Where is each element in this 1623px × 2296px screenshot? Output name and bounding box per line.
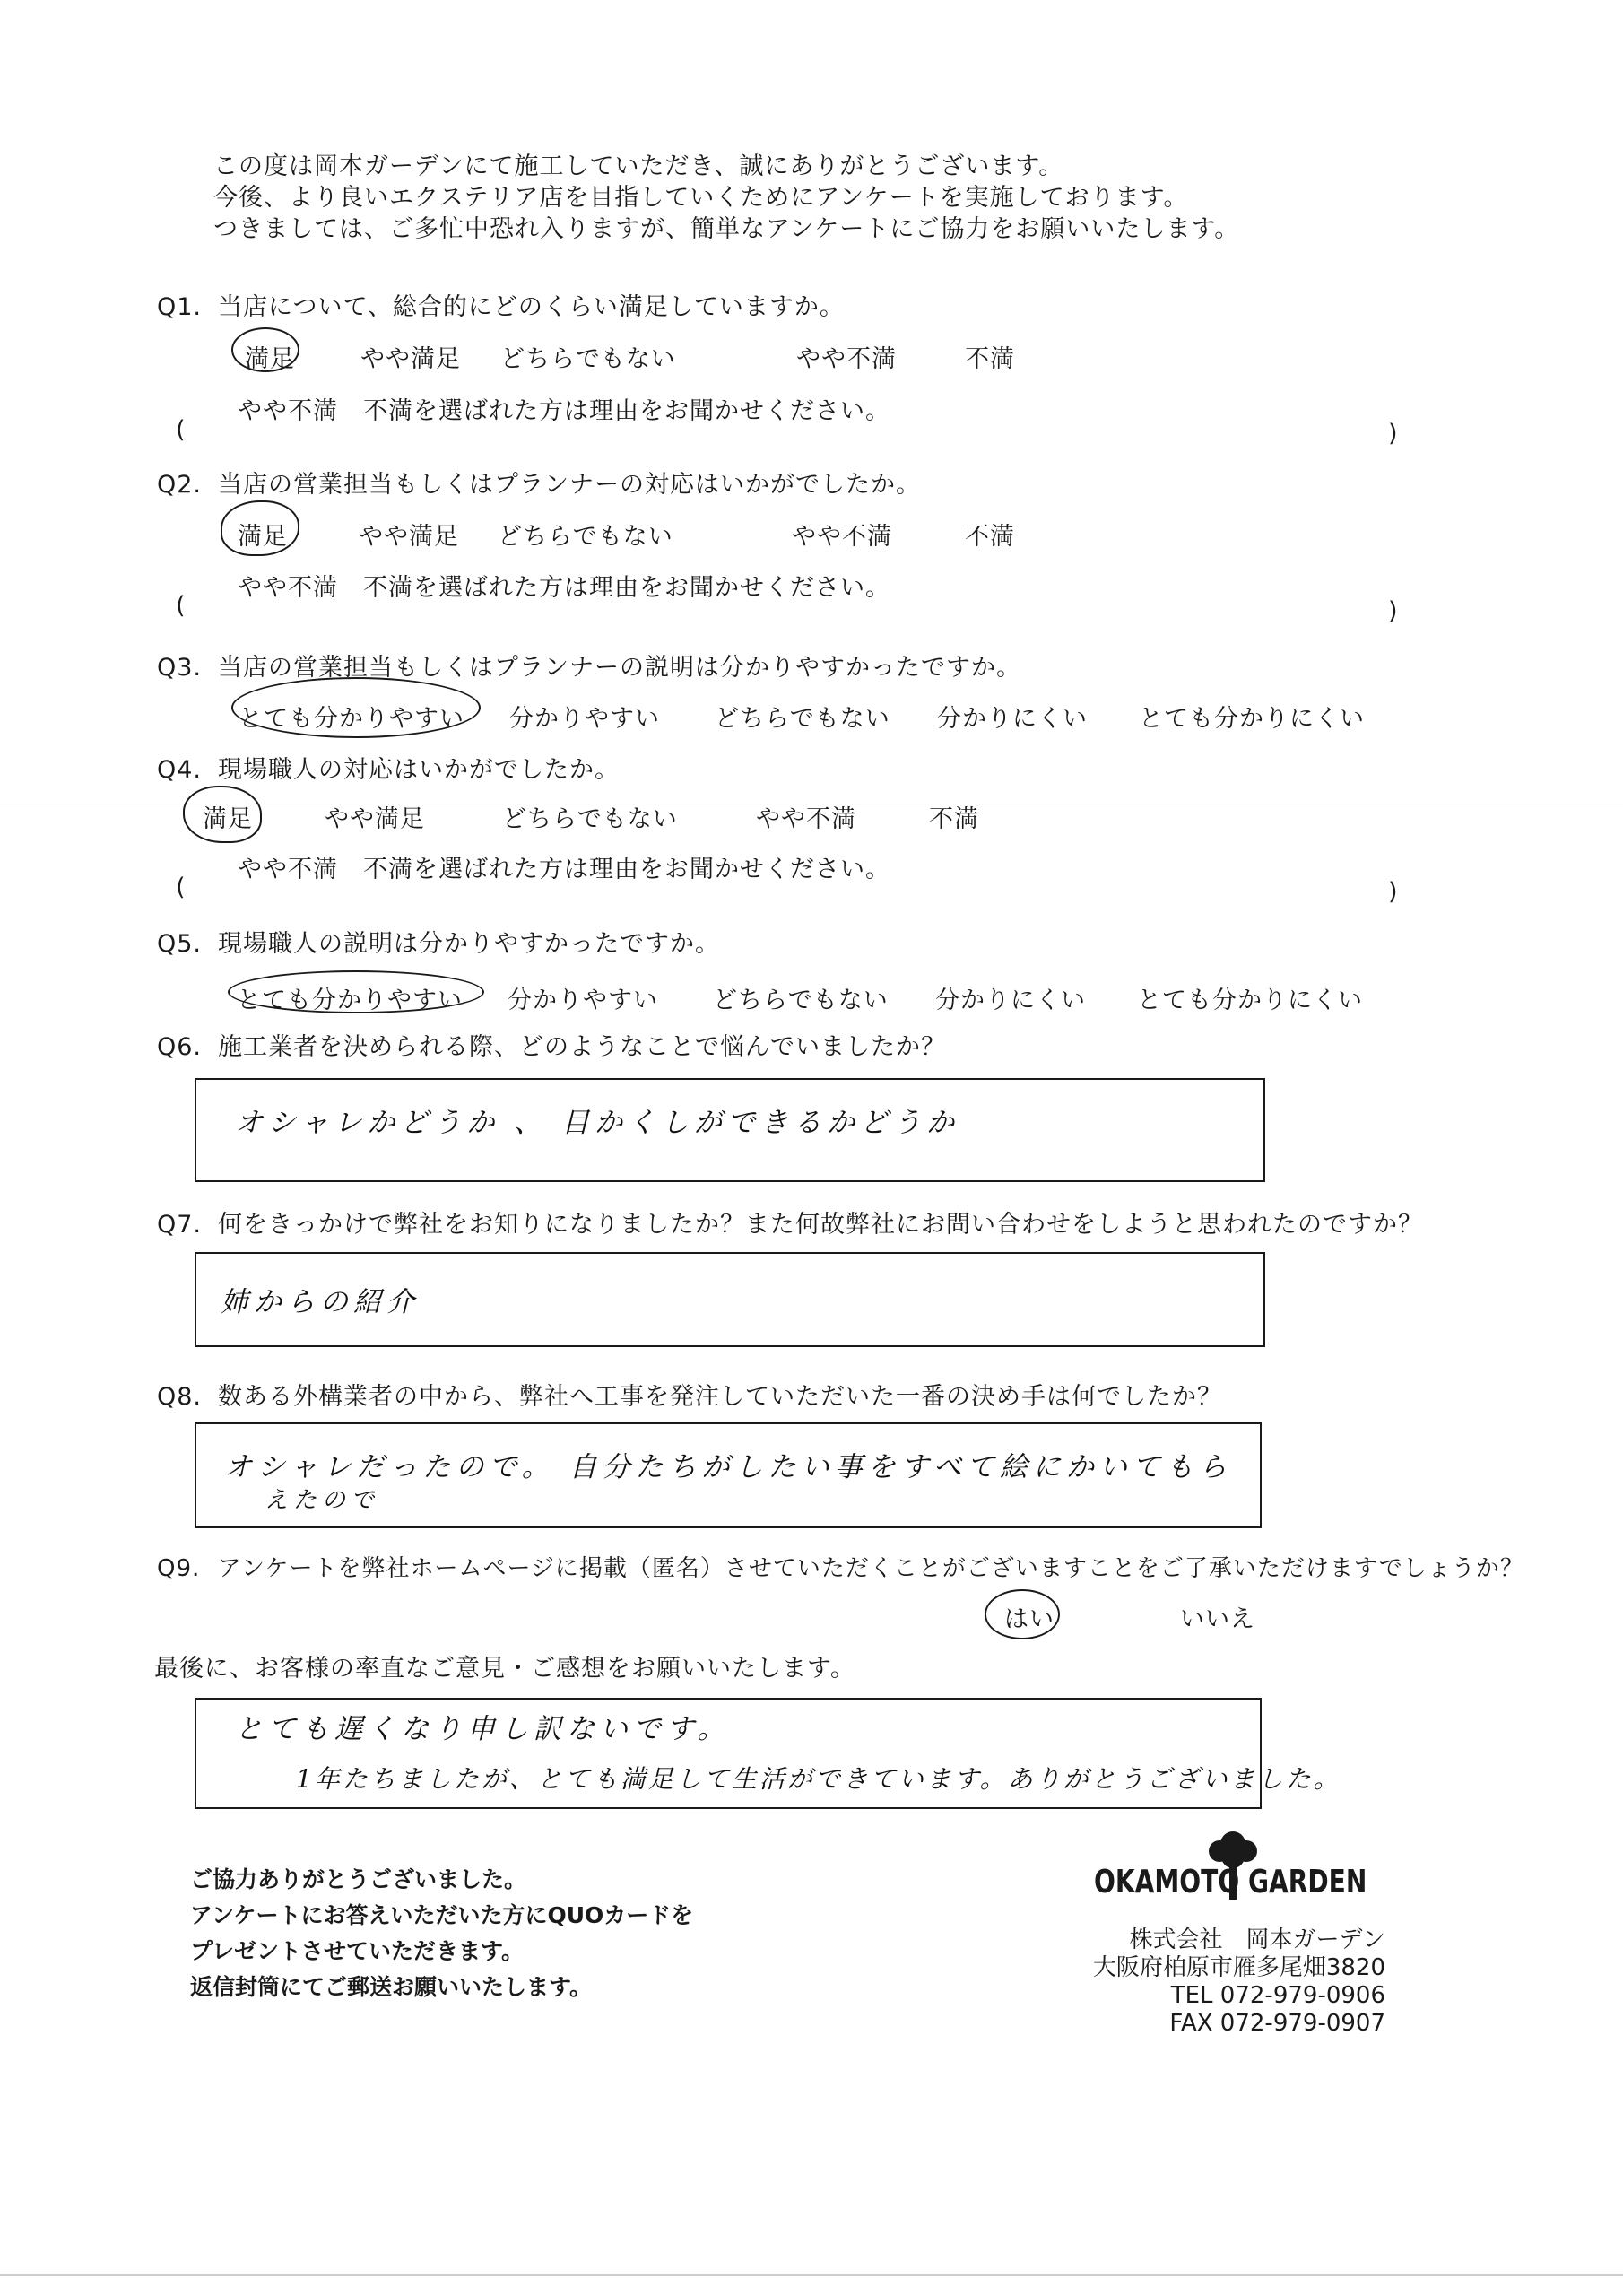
option-very-unclear[interactable]: とても分かりにくい	[1139, 705, 1365, 733]
question-number: Q9.	[157, 1555, 201, 1582]
selection-circle	[183, 786, 262, 843]
option-no[interactable]: いいえ	[1180, 1605, 1255, 1633]
paren-open: (	[176, 416, 186, 444]
selection-circle	[231, 677, 481, 738]
question-text: 現場職人の説明は分かりやすかったですか。	[218, 930, 720, 958]
reason-prompt: やや不満 不満を選ばれた方は理由をお聞かせください。	[238, 574, 890, 602]
option-neutral[interactable]: どちらでもない	[498, 523, 673, 551]
company-fax: FAX 072-979-0907	[1169, 2010, 1385, 2037]
option-unclear[interactable]: 分かりにくい	[937, 705, 1088, 733]
option-somewhat-dissatisfied[interactable]: やや不満	[792, 523, 892, 551]
question-1	[157, 287, 845, 322]
reason-prompt: やや不満 不満を選ばれた方は理由をお聞かせください。	[238, 856, 890, 883]
question-2	[157, 465, 921, 500]
option-yes[interactable]: はい	[1004, 1605, 1055, 1633]
paren-open: (	[176, 874, 186, 901]
company-logo	[1076, 1831, 1399, 1900]
question-number: Q1.	[157, 293, 203, 321]
option-very-unclear[interactable]: とても分かりにくい	[1137, 987, 1363, 1014]
question-number: Q5.	[157, 930, 203, 958]
question-text: 何をきっかけで弊社をお知りになりましたか？また何故弊社にお問い合わせをしようと思われたのですか？	[218, 1211, 1423, 1239]
selection-circle	[985, 1589, 1060, 1639]
option-somewhat-satisfied[interactable]: やや満足	[325, 805, 425, 833]
question-number: Q4.	[157, 756, 203, 784]
intro-line-1: この度は岡本ガーデンにて施工していただき、誠にありがとうございます。	[213, 152, 1064, 180]
question-4	[157, 750, 620, 785]
option-neutral[interactable]: どちらでもない	[715, 705, 890, 733]
handwritten-answer-q7: 姉からの紹介	[221, 1286, 420, 1318]
final-comment-prompt: 最後に、お客様の率直なご意見・ご感想をお願いいたします。	[154, 1655, 855, 1683]
intro-line-3: つきましては、ご多忙中恐れ入りますが、簡単なアンケートにご協力をお願いいたします。	[213, 215, 1240, 243]
company-info	[4, 1926, 1385, 2038]
option-satisfied[interactable]: 満足	[238, 523, 288, 551]
option-clear[interactable]: 分かりやすい	[508, 987, 658, 1014]
option-somewhat-dissatisfied[interactable]: やや不満	[756, 805, 856, 833]
selection-circle	[228, 970, 484, 1013]
company-address: 大阪府柏原市雁多尾畑3820	[1092, 1954, 1385, 1981]
question-number: Q7.	[157, 1211, 203, 1239]
question-9	[157, 1550, 1524, 1583]
question-text: 当店について、総合的にどのくらい満足していますか。	[218, 293, 845, 321]
option-satisfied[interactable]: 満足	[245, 345, 295, 373]
question-3	[157, 648, 1021, 683]
question-7	[157, 1205, 1423, 1239]
option-clear[interactable]: 分かりやすい	[509, 705, 660, 733]
question-text: 当店の営業担当もしくはプランナーの説明は分かりやすかったですか。	[218, 654, 1021, 682]
question-text: 数ある外構業者の中から、弊社へ工事を発注していただいた一番の決め手は何でしたか？	[218, 1383, 1222, 1411]
question-text: 現場職人の対応はいかがでしたか。	[218, 756, 620, 784]
handwritten-answer-q8-line-1: オシャレだったので。 自分たちがしたい事をすべて絵にかいてもら	[224, 1451, 1232, 1483]
handwritten-answer-final-line-2: 1年たちましたが、とても満足して生活ができています。ありがとうございました。	[296, 1764, 1341, 1794]
option-somewhat-satisfied[interactable]: やや満足	[360, 345, 461, 373]
company-logo-text: OKAMOTO GARDEN	[1094, 1864, 1367, 1900]
handwritten-answer-q8-line-2: えたので	[265, 1487, 380, 1514]
option-satisfied[interactable]: 満足	[203, 805, 253, 833]
question-number: Q8.	[157, 1383, 203, 1411]
question-8	[157, 1377, 1222, 1412]
question-text: アンケートを弊社ホームページに掲載（匿名）させていただくことがございますことをご了承いただけますでしょうか？	[218, 1555, 1524, 1582]
company-tel: TEL 072-979-0906	[1170, 1982, 1385, 2009]
selection-circle	[231, 327, 299, 372]
question-5	[157, 924, 720, 959]
option-somewhat-dissatisfied[interactable]: やや不満	[796, 345, 897, 373]
option-neutral[interactable]: どちらでもない	[500, 345, 676, 373]
option-somewhat-satisfied[interactable]: やや満足	[359, 523, 459, 551]
option-dissatisfied[interactable]: 不満	[965, 523, 1015, 551]
thank-you-line-1: ご協力ありがとうございました。	[190, 1866, 527, 1892]
reason-prompt: やや不満 不満を選ばれた方は理由をお聞かせください。	[238, 397, 890, 425]
question-text: 当店の営業担当もしくはプランナーの対応はいかがでしたか。	[218, 471, 921, 499]
question-number: Q2.	[157, 471, 203, 499]
thank-you-line-3: プレゼントさせていただきます。	[190, 1938, 525, 1964]
paren-open: (	[176, 592, 186, 620]
option-dissatisfied[interactable]: 不満	[965, 345, 1015, 373]
paren-close: )	[1388, 878, 1398, 906]
paren-close: )	[1388, 597, 1398, 625]
page-bottom-edge	[0, 2274, 1623, 2276]
company-logo-block	[1076, 1831, 1399, 1900]
option-unclear[interactable]: 分かりにくい	[935, 987, 1086, 1014]
question-number: Q6.	[157, 1033, 203, 1061]
handwritten-answer-q6: オシャレかどうか 、 目かくしができるかどうか	[235, 1107, 960, 1139]
paren-close: )	[1388, 420, 1398, 448]
question-6	[157, 1027, 946, 1062]
company-name: 株式会社 岡本ガーデン	[1129, 1926, 1385, 1953]
option-dissatisfied[interactable]: 不満	[929, 805, 979, 833]
thank-you-line-4: 返信封筒にてご郵送お願いいたします。	[190, 1974, 593, 2000]
selection-circle	[221, 500, 299, 556]
handwritten-answer-final-line-1: とても遅くなり申し訳ないです。	[235, 1713, 731, 1745]
intro-text	[213, 151, 1239, 245]
question-number: Q3.	[157, 654, 203, 682]
option-very-clear[interactable]: とても分かりやすい	[239, 705, 464, 733]
intro-line-2: 今後、より良いエクステリア店を目指していくためにアンケートを実施しております。	[213, 184, 1189, 212]
option-neutral[interactable]: どちらでもない	[713, 987, 889, 1014]
question-text: 施工業者を決められる際、どのようなことで悩んでいましたか？	[218, 1033, 946, 1061]
option-very-clear[interactable]: とても分かりやすい	[237, 987, 463, 1014]
thank-you-line-2: アンケートにお答えいただいた方にQUOカードを	[190, 1902, 694, 1928]
option-neutral[interactable]: どちらでもない	[502, 805, 678, 833]
